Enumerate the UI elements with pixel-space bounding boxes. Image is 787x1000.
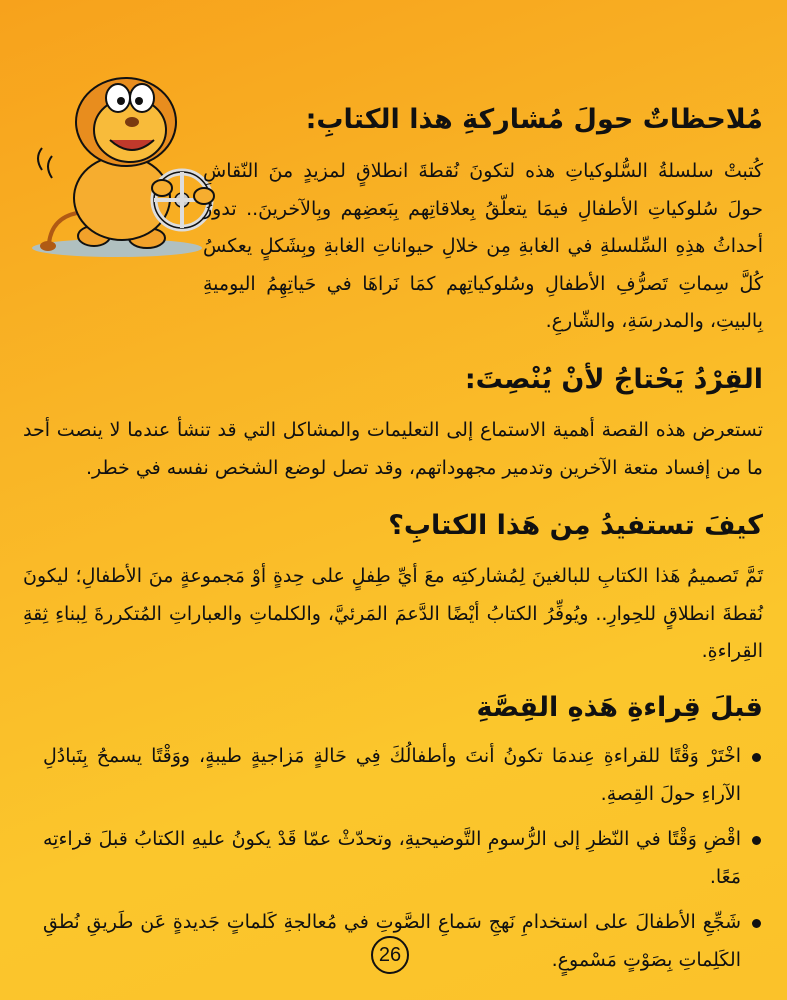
section-heading-before-reading: قبلَ قِراءةِ هَذهِ القِصَّةِ — [476, 692, 763, 723]
list-item: اخْتَرْ وَقْتًا للقراءةِ عِندمَا تكونُ أنتَ وأطفالُكَ فِي حَالةٍ مَزاجيةٍ طيبةٍ، ووَقْتًا يسمحُ بِتَبادُلِ الآراءِ حولَ القِصةِ. — [43, 738, 763, 813]
section-heading-monkey: القِرْدُ يَحْتاجُ لأنْ يُنْصِتَ: — [464, 364, 763, 395]
section-heading-notes: مُلاحظاتٌ حولَ مُشاركةِ هذا الكتابِ: — [305, 104, 763, 135]
section-heading-howto: كيفَ تستفيدُ مِن هَذا الكتابِ؟ — [388, 510, 763, 541]
lion-illustration — [22, 48, 222, 263]
section-body-howto: تَمَّ تَصميمُ هَذا الكتابِ للبالغينَ لِمُشاركتِه معَ أيِّ طِفلٍ على حِدةٍ أوْ مَجموعةٍ منَ الأطفالِ؛ ليكونَ نُقطةَ انطلاقٍ للحِوارِ.. ويُوفِّرُ الكتابُ أيْضًا الدَّعمَ المَرئيَّ، والكلماتِ والعباراتِ المُتكررةَ لِبناءِ ثِقةِ القِراءةِ. — [23, 565, 763, 662]
list-item: اقْضِ وَقْتًا في النّظرِ إلى الرُّسومِ التَّوضيحيةِ، وتحدّثْ عمّا قَدْ يكونُ عليهِ الكتابُ قبلَ قراءتِه مَعًا. — [43, 821, 763, 896]
list-item: شَجِّعِ الأطفالَ على استخدامِ نَهجِ سَماعِ الصَّوتِ في مُعالجةِ كَلماتٍ جَديدةٍ عَن طَريقِ نُطقِ الكَلِماتِ بِصَوْتٍ مَسْموعٍ. — [43, 904, 763, 979]
page-number: 26 — [371, 936, 409, 974]
section-body-notes: كُتبتْ سلسلةُ السُّلوكياتِ هذه لتكونَ نُقطةَ انطلاقٍ لمزيدٍ منَ النّقاشِ حولَ سُلوكياتِ الأطفالِ فيمَا يتعلّقُ بِعلاقاتِهم بِبَعضِهم وبِالآخرينَ.. تدورُ أحداثُ هذِهِ السِّلسلةِ في الغابةِ مِن خلالِ حيواناتِ الغابةِ وبِشَكلٍ يعكسُ كُلَّ سِماتِ تَصرُّفِ الأطفالِ وسُلوكياتِهم كمَا نَراهَا في حَياتِهِمُ اليوميةِ بِالبيتِ، والمدرسَةِ، والشّارعِ. — [203, 160, 763, 332]
section-body-monkey: تستعرض هذه القصة أهمية الاستماع إلى التعليمات والمشاكل التي قد تنشأ عندما لا ينصت أحد ما من إفساد متعة الآخرين وتدمير مجهوداتهم، وقد تصل لوضع الشخص نفسه في خطر. — [23, 419, 763, 479]
